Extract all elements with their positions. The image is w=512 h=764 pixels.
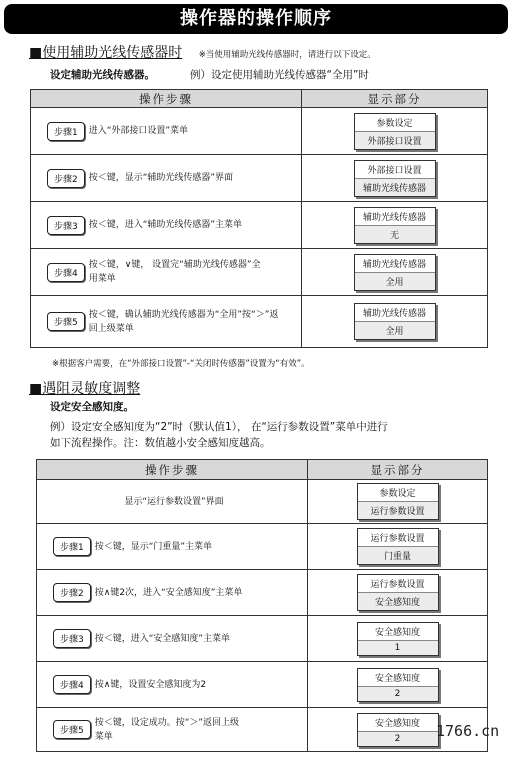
display-line1: 安全感知度 <box>358 669 438 687</box>
watermark: 1766.cn <box>436 722 500 740</box>
display-line1: 运行参数设置 <box>358 575 438 593</box>
section1-title-text: ■使用辅助光线传感器时 <box>29 45 183 61</box>
table-row <box>31 155 488 202</box>
step-text: 按＜键，进入“辅助光线传感器”主菜单 <box>88 220 243 230</box>
step-text: 按＜键，显示“辅助光线传感器”界面 <box>88 173 234 183</box>
table-row <box>31 296 488 348</box>
display-line2: 1 <box>358 641 438 655</box>
display-panel <box>357 574 439 611</box>
display-panel <box>354 303 436 340</box>
display-line2: 安全感知度 <box>358 593 438 610</box>
table-row <box>37 524 488 570</box>
display-panel <box>354 113 436 150</box>
display-panel <box>354 254 436 291</box>
display-line1: 参数设定 <box>358 484 438 502</box>
step-label: 步骤1 <box>53 537 91 556</box>
section1-footnote: ※根据客户需要，在“外部接口设置”-“关闭时传感器”设置为“有效”。 <box>52 359 310 369</box>
step-label: 步骤4 <box>53 675 91 694</box>
section2-table <box>36 459 488 752</box>
table-row <box>37 616 488 662</box>
section2-title-text: ■遇阻灵敏度调整 <box>29 381 141 397</box>
page-banner: 操作器的操作顺序 <box>4 4 508 34</box>
display-line2: 运行参数设置 <box>358 502 438 519</box>
table-row <box>37 570 488 616</box>
section2-para2: 如下流程操作。注：数值越小安全感知度越高。 <box>50 437 271 449</box>
step-text: 按＜键，显示“门重量”主菜单 <box>94 541 213 552</box>
display-panel <box>357 713 439 747</box>
step-text: 按＜键，进入“安全感知度”主菜单 <box>94 633 231 644</box>
table2-header-steps: 操作步骤 <box>37 460 308 480</box>
display-line1: 安全感知度 <box>358 714 438 732</box>
display-line1: 辅助光线传感器 <box>355 304 435 322</box>
display-line1: 外部接口设置 <box>355 161 435 179</box>
section2-subtitle: 设定安全感知度。 <box>50 401 134 413</box>
step-text: 按＜键，设定成功。按“＞”返回上级菜单 <box>94 717 240 742</box>
step-label: 步骤4 <box>47 263 85 282</box>
step-text: 按＜键，确认辅助光线传感器为“全用”按“＞”返回上级菜单 <box>88 309 279 334</box>
step-text: 显示“运行参数设置”界面 <box>124 496 224 507</box>
display-panel <box>357 528 439 565</box>
display-panel <box>357 622 439 656</box>
section1-title <box>29 42 376 62</box>
step-label: 步骤5 <box>47 312 85 331</box>
section2-title <box>29 378 140 398</box>
table-row <box>37 480 488 524</box>
display-line2: 2 <box>358 732 438 746</box>
display-line1: 参数设定 <box>355 114 435 132</box>
step-label: 步骤1 <box>47 122 85 141</box>
table-row <box>31 108 488 155</box>
display-line2: 全用 <box>355 273 435 290</box>
display-line2: 全用 <box>355 322 435 339</box>
table-row <box>31 249 488 296</box>
section1-subtitle: 设定辅助光线传感器。 <box>50 69 155 81</box>
step-text: 按＜键，∨键， 设置完“辅助光线传感器”全用菜单 <box>88 260 261 284</box>
table-row <box>37 662 488 708</box>
display-line1: 辅助光线传感器 <box>355 255 435 273</box>
display-line2: 辅助光线传感器 <box>355 179 435 196</box>
display-panel <box>354 207 436 244</box>
display-line2: 无 <box>355 226 435 243</box>
step-text: 进入“外部接口设置”菜单 <box>88 126 189 136</box>
display-line1: 运行参数设置 <box>358 529 438 547</box>
display-panel <box>354 160 436 197</box>
display-line2: 外部接口设置 <box>355 132 435 149</box>
step-label: 步骤2 <box>53 583 91 602</box>
display-line1: 辅助光线传感器 <box>355 208 435 226</box>
step-label: 步骤2 <box>47 169 85 188</box>
step-label: 步骤5 <box>53 720 91 739</box>
step-text: 按∧键2次，进入“安全感知度”主菜单 <box>94 587 243 598</box>
step-label: 步骤3 <box>53 629 91 648</box>
display-line2: 门重量 <box>358 547 438 564</box>
display-line2: 2 <box>358 687 438 701</box>
section2-para1: 例）设定安全感知度为“2”时（默认值1）， 在“运行参数设置”菜单中进行 <box>50 421 388 433</box>
table1-header-display: 显示部分 <box>302 90 488 108</box>
section1-example: 例）设定使用辅助光线传感器“全用”时 <box>190 69 369 81</box>
table-row <box>31 202 488 249</box>
display-line1: 安全感知度 <box>358 623 438 641</box>
display-panel <box>357 668 439 702</box>
table1-header-steps: 操作步骤 <box>31 90 302 108</box>
step-label: 步骤3 <box>47 216 85 235</box>
section1-table <box>30 89 488 348</box>
display-panel <box>357 483 439 520</box>
table-row <box>37 708 488 752</box>
table2-header-display: 显示部分 <box>308 460 488 480</box>
section1-note: ※当使用辅助光线传感器时，请进行以下设定。 <box>198 50 376 60</box>
step-text: 按∧键，设置安全感知度为2 <box>94 679 207 690</box>
